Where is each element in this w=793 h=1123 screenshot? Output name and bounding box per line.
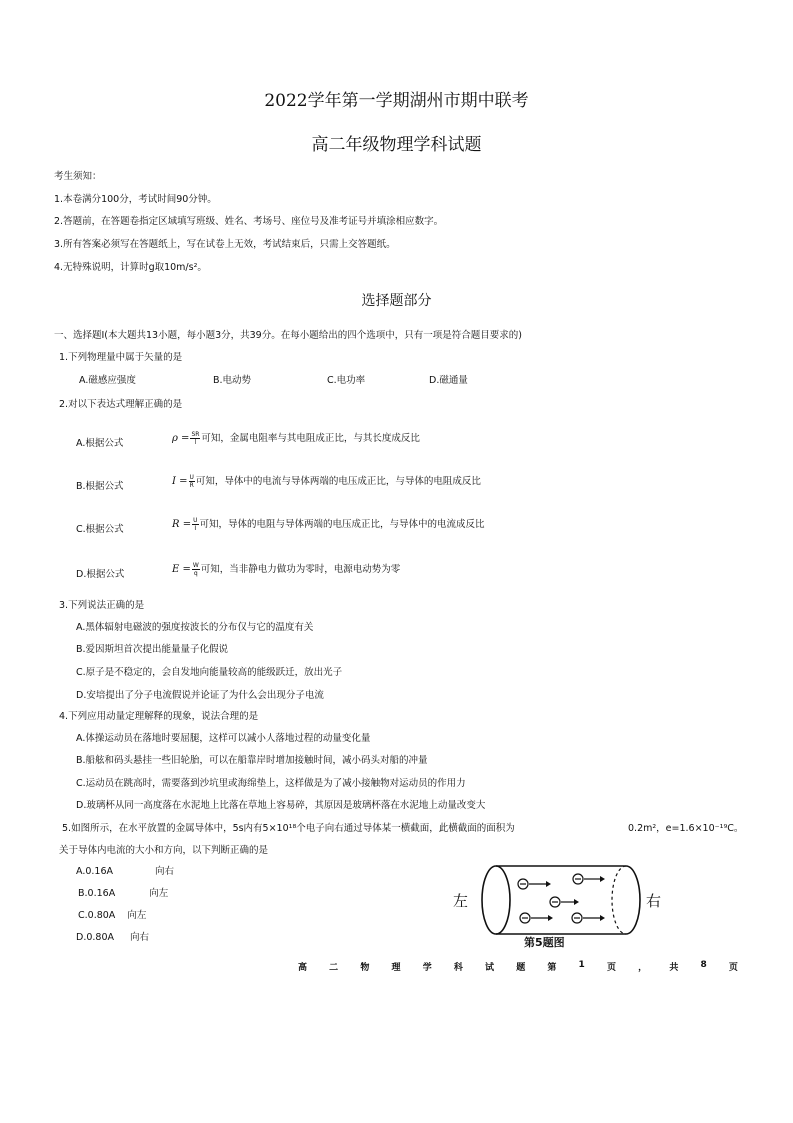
footer-char: 试 (485, 963, 495, 973)
question-5-stem: 5.如图所示，在水平放置的金属导体中，5s内有5×10¹⁸个电子向右通过导体某一横截面，此横截面的面积为 (62, 823, 515, 834)
q3-option-a: A.黑体辐射电磁波的强度按波长的分布仅与它的温度有关 (76, 622, 314, 633)
q5-c-direction: 向左 (127, 910, 147, 921)
q3-option-c: C.原子是不稳定的，会自发地向能量较高的能级跃迁，放出光子 (76, 667, 343, 678)
q5-a-direction: 向右 (155, 866, 175, 877)
q5-a-value: A.0.16A (76, 866, 114, 877)
footer-char: ， (638, 963, 648, 973)
section-intro: 一、选择题Ⅰ(本大题共13小题，每小题3分，共39分。在每小题给出的四个选项中，只有一项是符合题目要求的) (54, 330, 522, 341)
q3-option-d: D.安培提出了分子电流假说并论证了为什么会出现分子电流 (76, 690, 324, 701)
q2-c-fraction (192, 517, 198, 532)
q5-option-b (78, 885, 168, 899)
footer-char: 第 (547, 963, 557, 973)
q5-option-d (76, 929, 149, 943)
notice-heading: 考生须知： (54, 171, 102, 182)
footer-char: 页 (728, 963, 738, 973)
footer-char: 学 (422, 963, 432, 973)
q2-a-fraction (190, 431, 200, 446)
q4-option-b: B.船舷和码头悬挂一些旧轮胎，可以在船靠岸时增加接触时间，减小码头对船的冲量 (76, 755, 428, 766)
q2-b-fraction (189, 474, 195, 489)
q2-option-d (172, 561, 400, 577)
question-5-stem-2: 关于导体内电流的大小和方向，以下判断正确的是 (59, 845, 269, 856)
q2-d-text: 可知，当非静电力做功为零时，电源电动势为零 (200, 564, 401, 575)
q2-b-text: 可知，导体中的电流与导体两端的电压成正比，与导体的电阻成反比 (195, 476, 481, 487)
footer-char: 科 (453, 963, 463, 973)
electron-2 (573, 874, 605, 884)
q5-b-direction: 向左 (149, 888, 169, 899)
q2-c-numerator: U (193, 517, 198, 524)
q5-c-value: C.0.80A (78, 910, 116, 921)
q2-d-numerator: W (192, 562, 199, 569)
question-3-stem: 3.下列说法正确的是 (59, 600, 145, 611)
q2-option-d-label: D.根据公式 (76, 569, 125, 580)
q2-c-denominator: I (194, 525, 197, 532)
footer-char: 高 (298, 963, 308, 973)
footer-char: 8 (700, 960, 707, 970)
q1-option-d: D.磁通量 (429, 375, 468, 386)
q2-option-c-label: C.根据公式 (76, 524, 124, 535)
q5-option-a (76, 863, 174, 877)
question-5-stem-tail: 0.2m²，e=1.6×10⁻¹⁹C。 (628, 823, 744, 834)
q1-option-a: A.磁感应强度 (79, 375, 136, 386)
question-4-stem: 4.下列应用动量定理解释的现象，说法合理的是 (59, 711, 259, 722)
section-title: 选择题部分 (361, 293, 432, 309)
footer-char: 理 (391, 963, 401, 973)
notice-item: 3.所有答案必须写在答题纸上，写在试卷上无效，考试结束后，只需上交答题纸。 (54, 239, 396, 250)
q2-b-formula-lhs: I = (172, 476, 188, 487)
electron-1 (518, 879, 551, 889)
q2-d-denominator: q (193, 570, 198, 577)
q5-d-value: D.0.80A (76, 932, 114, 943)
q5-b-value: B.0.16A (78, 888, 116, 899)
q2-d-fraction (192, 562, 200, 577)
footer-char: 物 (360, 963, 370, 973)
q2-option-c (172, 516, 485, 532)
q3-option-b: B.爱因斯坦首次提出能量量子化假说 (76, 644, 229, 655)
q2-a-numerator: SR (191, 431, 200, 438)
electron-4 (520, 913, 553, 923)
q1-option-b: B.电动势 (213, 375, 252, 386)
figure-right-label: 右 (646, 892, 662, 910)
q2-option-a (172, 430, 420, 446)
q2-d-formula-lhs: E = (172, 564, 191, 575)
q2-option-b-label: B.根据公式 (76, 481, 124, 492)
q2-b-denominator: R (189, 482, 194, 489)
q2-b-numerator: U (189, 474, 194, 481)
footer-char: 1 (578, 960, 585, 970)
exam-title: 2022学年第一学期湖州市期中联考 (264, 91, 529, 111)
exam-subtitle: 高二年级物理学科试题 (311, 135, 482, 155)
footer-char: 题 (516, 963, 526, 973)
question-1-stem: 1.下列物理量中属于矢量的是 (59, 352, 183, 363)
q4-option-c: C.运动员在跳高时，需要落到沙坑里或海绵垫上，这样做是为了减小接触物对运动员的作用力 (76, 778, 466, 789)
q2-a-formula-lhs: ρ = (172, 433, 190, 444)
q5-option-c (78, 907, 146, 921)
q4-option-a: A.体操运动员在落地时要屈腿，这样可以减小人落地过程的动量变化量 (76, 733, 371, 744)
q2-a-denominator: l (194, 439, 197, 446)
q1-option-c: C.电功率 (327, 375, 366, 386)
q2-option-a-label: A.根据公式 (76, 438, 124, 449)
q2-c-text: 可知，导体的电阻与导体两端的电压成正比，与导体中的电流成反比 (199, 519, 485, 530)
figure-left-label: 左 (453, 892, 469, 910)
q5-d-direction: 向右 (130, 932, 150, 943)
footer-char: 共 (669, 963, 679, 973)
q4-option-d: D.玻璃杯从同一高度落在水泥地上比落在草地上容易碎，其原因是玻璃杯落在水泥地上动量改变大 (76, 800, 486, 811)
notice-item: 1.本卷满分100分，考试时间90分钟。 (54, 194, 217, 205)
electron-5 (572, 913, 605, 923)
q2-option-b (172, 473, 481, 489)
q2-c-formula-lhs: R = (172, 519, 192, 530)
q2-a-text: 可知，金属电阻率与其电阻成正比，与其长度成反比 (201, 433, 420, 444)
footer-char: 页 (606, 963, 616, 973)
notice-item: 2.答题前，在答题卷指定区域填写班级、姓名、考场号、座位号及准考证号并填涂相应数字。 (54, 216, 444, 227)
electron-3 (550, 897, 579, 907)
page-footer (298, 960, 738, 973)
figure-caption: 第5题图 (524, 936, 565, 949)
footer-char: 二 (329, 963, 339, 973)
question-2-stem: 2.对以下表达式理解正确的是 (59, 399, 183, 410)
notice-item: 4.无特殊说明，计算时g取10m/s²。 (54, 262, 207, 273)
